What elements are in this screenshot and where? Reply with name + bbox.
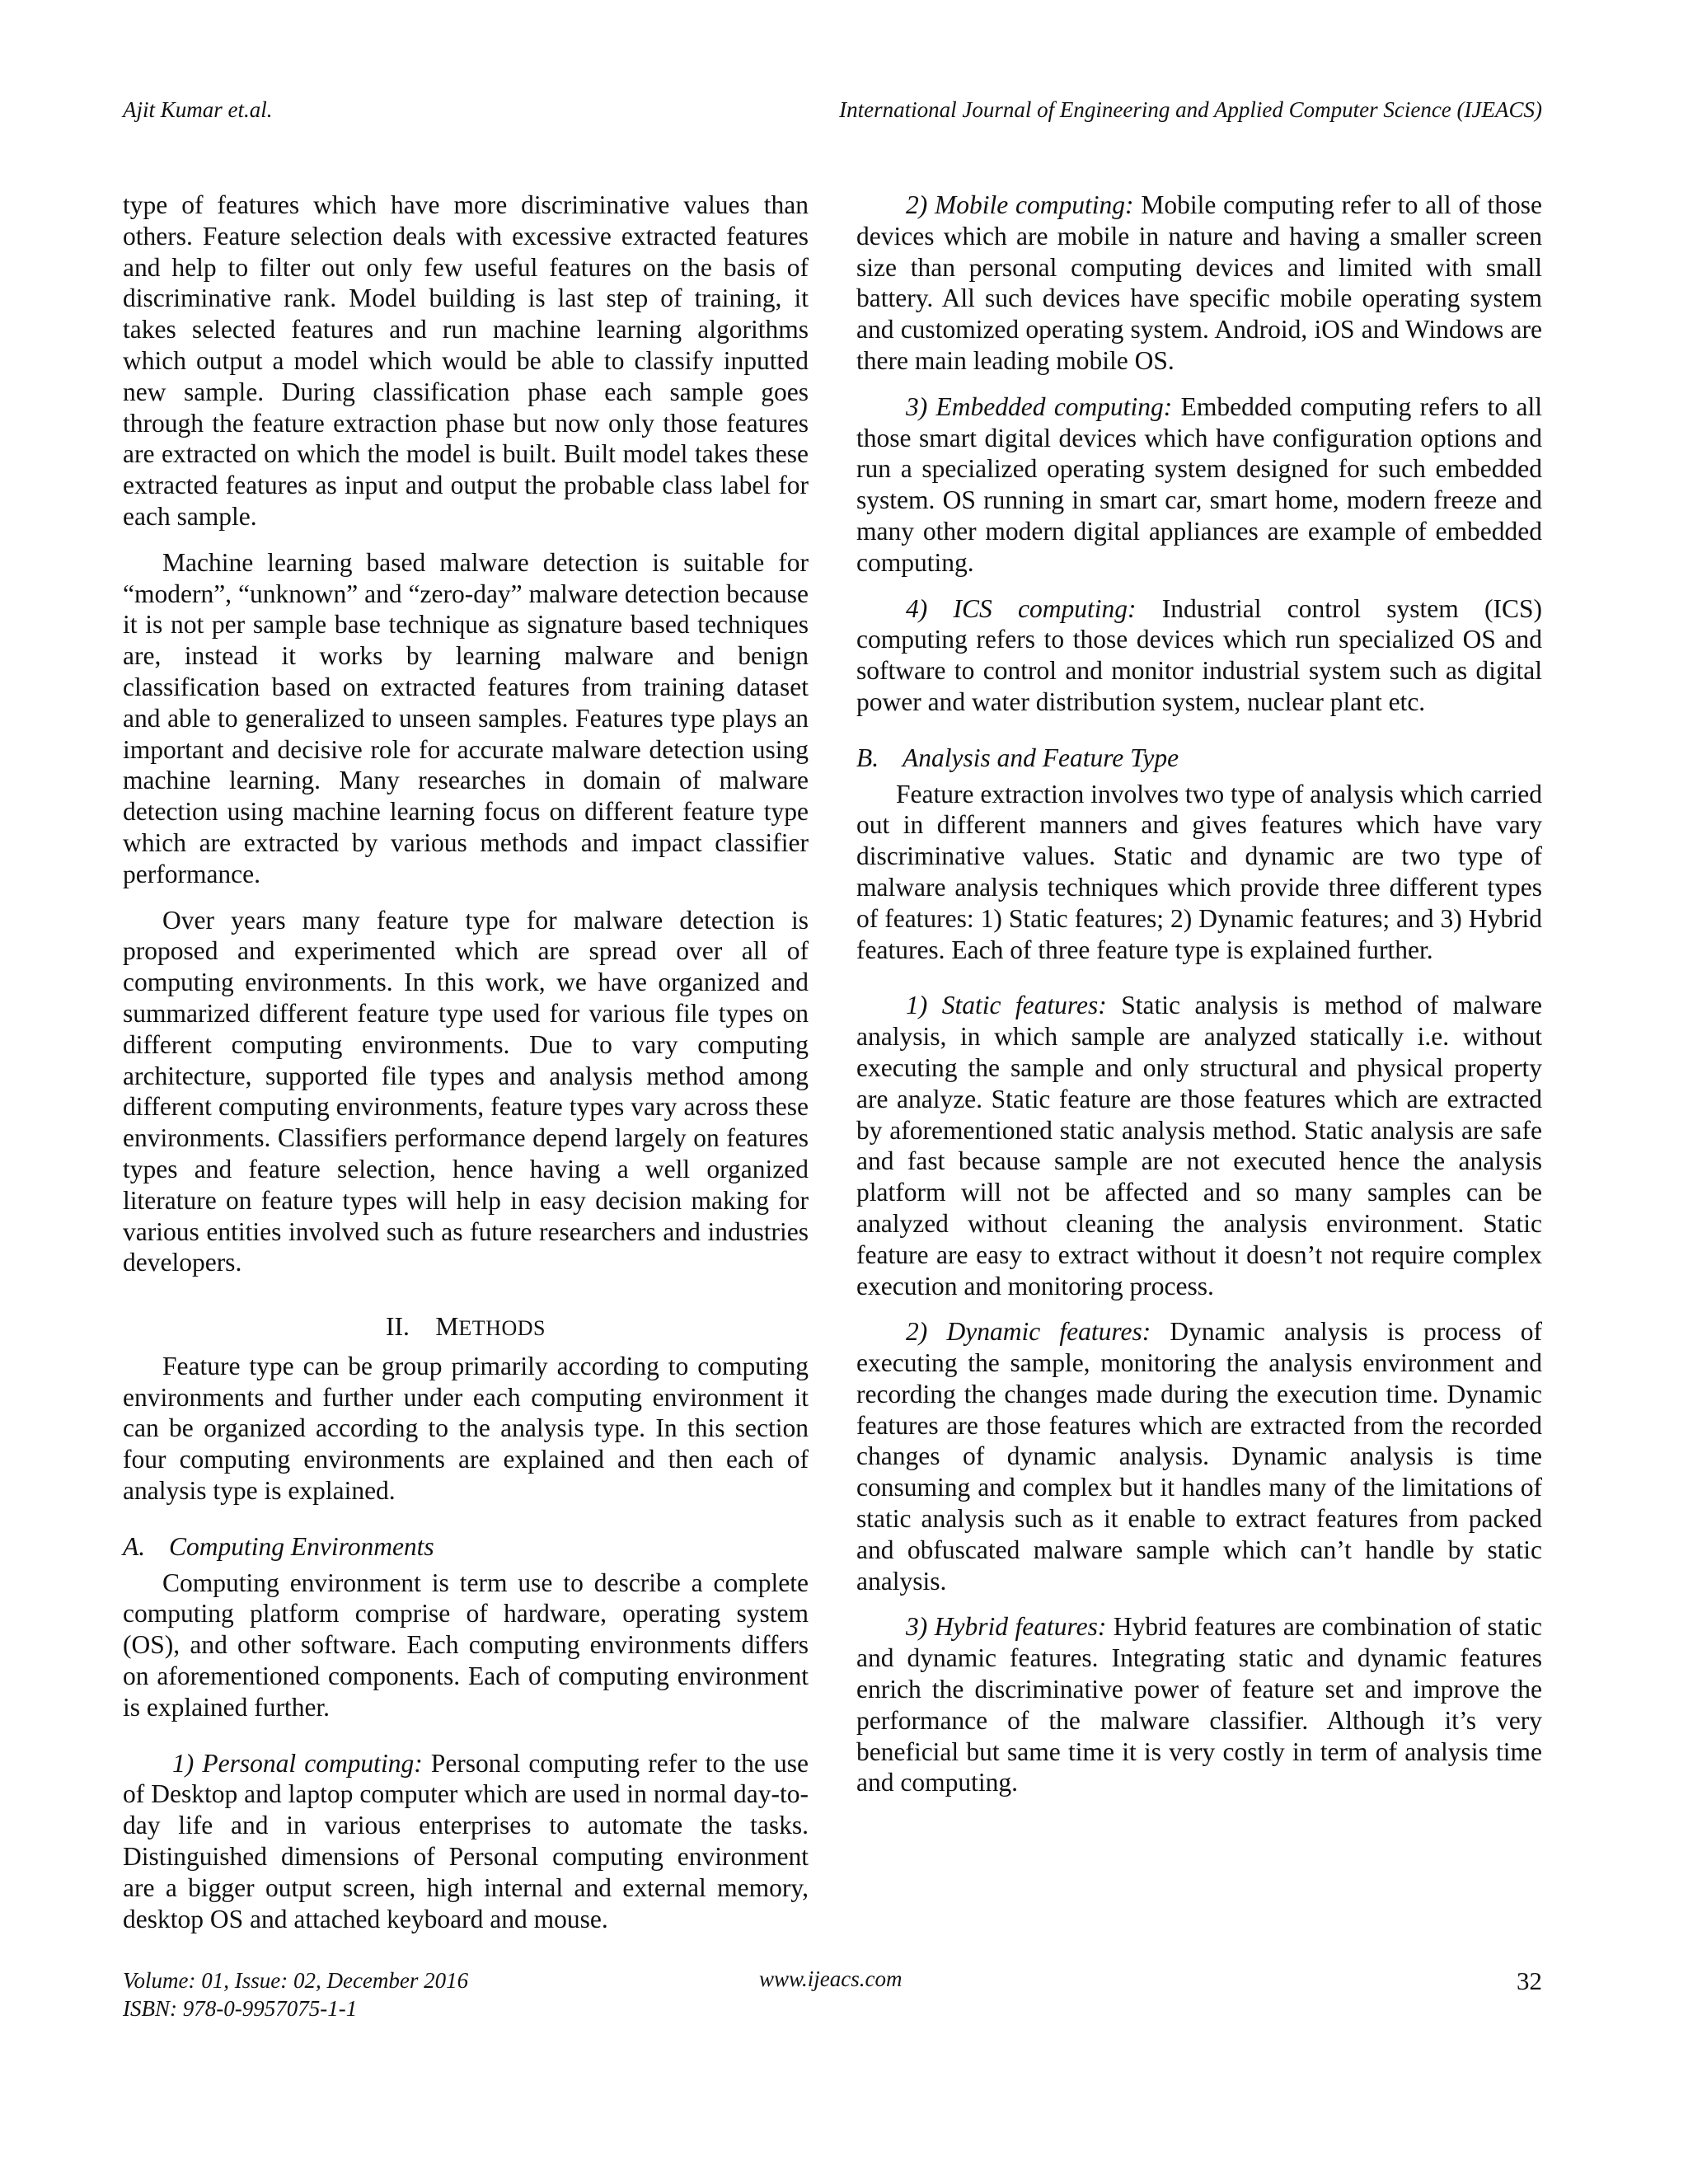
static-features-title: 1) Static features:	[906, 991, 1107, 1020]
paragraph-feature-selection: type of features which have more discriminative values than others. Feature selection deals with excessive extracted features and help to filter out only few useful features on the basis of discriminative rank. Model building is last step of training, it takes selected features and run machine learning algorithms which output a model which would be able to classify inputted new sample. During classification phase each sample goes through the feature extraction phase but now only those features are extracted on which the model is built. Built model takes these extracted features as input and output the probable class label for each sample.	[123, 190, 809, 531]
dynamic-features-body: Dynamic analysis is process of executing the sample, monitoring the analysis environment and recording the changes made during the execution time. Dynamic features are those features which are extracted from the recorded changes of dynamic analysis. Dynamic analysis is time consuming and complex but it handles many of the limitations of static analysis such as it enable to extract features from packed and obfuscated malware sample which can’t handle by static analysis.	[856, 1317, 1542, 1596]
paragraph-feature-extraction: Feature extraction involves two type of analysis which carried out in different manners and gives features which have vary discriminative values. Static and dynamic are two type of malware analysis techniques which provide three different types of features: 1) Static features; 2) Dynamic features; and 3) Hybrid features. Each of three feature type is explained further.	[856, 779, 1542, 964]
ics-computing-title: 4) ICS computing:	[906, 593, 1137, 623]
section-title-rest: ETHODS	[458, 1316, 546, 1341]
subsection-label: B.	[856, 743, 879, 772]
section-heading-methods	[123, 1311, 809, 1344]
section-number: II.	[386, 1312, 410, 1342]
paragraph-ics-computing	[856, 593, 1542, 718]
ics-computing-body: Industrial control system (ICS) computing refers to those devices which run specialized OS and software to control and monitor industrial system such as digital power and water distribution system, nuclear plant etc.	[856, 593, 1543, 716]
subsection-heading-analysis-feature-type	[856, 743, 1542, 774]
running-header-journal: International Journal of Engineering and Applied Computer Science (IJEACS)	[839, 97, 1542, 122]
footer-publication-info	[123, 1966, 468, 2022]
paragraph-methods-intro: Feature type can be group primarily according to computing environments and further under each computing environment it can be organized according to the analysis type. In this section four computing environments are explained and then each of analysis type is explained.	[123, 1351, 809, 1506]
embedded-computing-title: 3) Embedded computing:	[906, 391, 1173, 421]
paragraph-feature-types-overview: Over years many feature type for malware detection is proposed and experimented which are spread over all of computing environments. In this work, we have organized and summarized different feature type used for various file types on different computing environments. Due to vary computing architecture, supported file types and analysis method among different computing environments, feature types vary across these environments. Classifiers performance depend largely on features types and feature selection, hence having a well organized literature on feature types will help in easy decision making for various entities involved such as future researchers and industries developers.	[123, 905, 809, 1277]
embedded-computing-body: Embedded computing refers to all those smart digital devices which have configuration options and run a specialized operating system designed for such embedded system. OS running in smart car, smart home, modern freeze and many other modern digital appliances are example of embedded computing.	[856, 391, 1542, 577]
mobile-computing-body: Mobile computing refer to all of those devices which are mobile in nature and having a smaller screen size than personal computing devices and limited with small battery. All such devices have specific mobile operating system and customized operating system. Android, iOS and Windows are there main leading mobile OS.	[856, 190, 1542, 375]
page-number: 32	[1517, 1966, 1542, 1995]
subsection-title: Computing Environments	[169, 1531, 434, 1561]
paragraph-embedded-computing	[856, 391, 1542, 579]
paragraph-hybrid-features	[856, 1611, 1542, 1798]
paragraph-dynamic-features	[856, 1316, 1542, 1596]
personal-computing-title: 1) Personal computing:	[172, 1748, 423, 1778]
paragraph-static-features	[856, 990, 1542, 1301]
footer-website: www.ijeacs.com	[759, 1966, 903, 1991]
subsection-title: Analysis and Feature Type	[903, 743, 1179, 772]
static-features-body: Static analysis is method of malware analysis, in which sample are analyzed statically i.e. without executing the sample and only structural and physical property are analyze. Static feature are those features which are extracted by aforementioned static analysis method. Static analysis are safe and fast because sample are not executed hence the analysis platform will not be affected and so many samples can be analyzed without cleaning the analysis environment. Static feature are easy to extract without it doesn’t not require complex execution and monitoring process.	[856, 991, 1543, 1301]
dynamic-features-title: 2) Dynamic features:	[906, 1317, 1151, 1347]
hybrid-features-body: Hybrid features are combination of static and dynamic features. Integrating static and dynamic features enrich the discriminative power of feature set and improve the performance of the malware classifier. Although it’s very beneficial but same time it is very costly in term of analysis time and computing.	[856, 1612, 1542, 1797]
footer-volume: Volume: 01, Issue: 02, December 2016	[123, 1968, 469, 1993]
mobile-computing-title: 2) Mobile computing:	[906, 190, 1134, 219]
paragraph-computing-environments: Computing environment is term use to describe a complete computing platform comprise of hardware, operating system (OS), and other software. Each computing environments differs on aforementioned components. Each of computing environment is explained further.	[123, 1568, 809, 1722]
footer-isbn: ISBN: 978-0-9957075-1-1	[123, 1996, 358, 2021]
left-column	[123, 190, 809, 1949]
subsection-label: A.	[123, 1531, 146, 1561]
personal-computing-body: Personal computing refer to the use of Desktop and laptop computer which are used in normal day-to-day life and in various enterprises to automate the tasks. Distinguished dimensions of Personal computing environment are a bigger output screen, high internal and external memory, desktop OS and attached keyboard and mouse.	[123, 1748, 809, 1933]
section-title-initial: M	[435, 1312, 459, 1342]
paragraph-personal-computing	[123, 1748, 809, 1935]
paragraph-mobile-computing	[856, 190, 1542, 377]
running-header-author: Ajit Kumar et.al.	[123, 97, 273, 122]
subsection-heading-computing-environments	[123, 1531, 809, 1563]
paragraph-ml-detection: Machine learning based malware detection is suitable for “modern”, “unknown” and “zero-day” malware detection because it is not per sample base technique as signature based techniques are, instead it works by learning malware and benign classification based on extracted features from training dataset and able to generalized to unseen samples. Features type plays an important and decisive role for accurate malware detection using machine learning. Many researches in domain of malware detection using machine learning focus on different feature type which are extracted by various methods and impact classifier performance.	[123, 547, 809, 888]
hybrid-features-title: 3) Hybrid features:	[906, 1612, 1107, 1642]
right-column	[856, 190, 1542, 1813]
